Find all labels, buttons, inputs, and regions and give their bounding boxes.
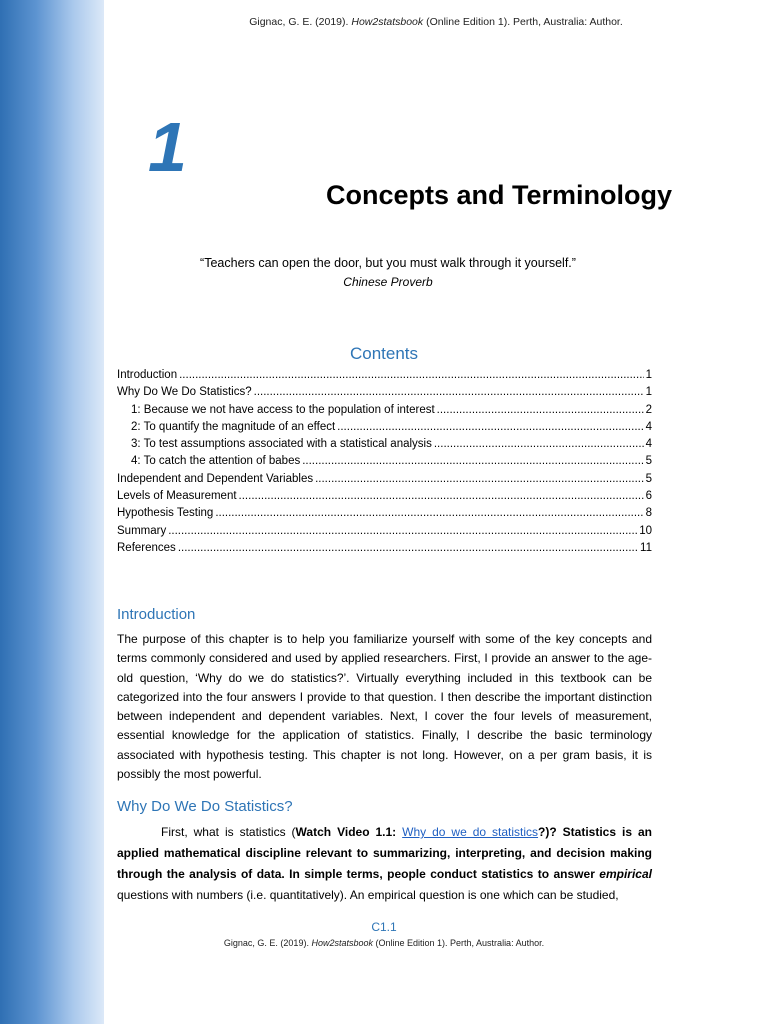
- toc-item-references[interactable]: References ..... 11: [117, 542, 652, 559]
- chapter-title: Concepts and Terminology: [325, 180, 672, 210]
- table-of-contents: [117, 369, 652, 559]
- epigraph-quote: “Teachers can open the door, but you must walk through it yourself.”: [200, 256, 576, 270]
- contents-heading: Contents: [349, 344, 419, 363]
- toc-item-hypothesis[interactable]: Hypothesis Testing ..... 8: [117, 507, 652, 524]
- toc-item-reason-2[interactable]: 2: To quantify the magnitude of an effect ..... 4: [117, 421, 652, 438]
- toc-item-reason-4[interactable]: 4: To catch the attention of babes ..... 5: [117, 455, 652, 472]
- introduction-paragraph: The purpose of this chapter is to help you familiarize yourself with some of the key concepts and terms commonly considered and used by applied researchers. First, I provide an answer to the age-old question, ‘Why do we do statistics?’. Virtually everything included in this textbook can be categorized into the four answers I provide to that question. I then describe the important distinction between independent and dependent variables. Next, I cover the four levels of measurement, essential knowledge for the application of statistics. Finally, I describe the basic terminology associated with hypothesis testing. This chapter is not long. However, on a per gram basis, it is possibly the most powerful.: [117, 632, 652, 782]
- footer-citation: Gignac, G. E. (2019). How2statsbook (Online Edition 1). Perth, Australia: Author.: [223, 938, 545, 948]
- chapter-number: 1: [148, 108, 187, 186]
- video-label: Watch Video 1.1:: [295, 825, 397, 839]
- toc-item-measurement[interactable]: Levels of Measurement ..... 6: [117, 490, 652, 507]
- page-number: C1.1: [371, 920, 397, 934]
- toc-item-why-statistics[interactable]: Why Do We Do Statistics? ..... 1: [117, 386, 652, 403]
- why-statistics-paragraph: First, what is statistics (Watch Video 1.1: Why do we do statistics?)? Statistics is an applied mathematical discipline relevant to summarizing, interpreting, and decision making through the analysis of data. In simple terms, people conduct statistics to answer empirical questions with numbers (i.e. quantitatively). An empirical question is one which can be studied,: [117, 825, 652, 902]
- toc-item-summary[interactable]: Summary ..... 10: [117, 525, 652, 542]
- introduction-heading: Introduction: [117, 606, 196, 623]
- toc-item-reason-1[interactable]: 1: Because we not have access to the population of interest ..... 2: [117, 404, 652, 421]
- why-statistics-heading: Why Do We Do Statistics?: [117, 798, 293, 815]
- toc-item-variables[interactable]: Independent and Dependent Variables ..... 5: [117, 473, 652, 490]
- document-page: [104, 0, 768, 1024]
- epigraph-source: Chinese Proverb: [343, 275, 433, 289]
- blue-gradient-sidebar: [0, 0, 104, 1024]
- toc-item-introduction[interactable]: Introduction ..... 1: [117, 369, 652, 386]
- header-citation: Gignac, G. E. (2019). How2statsbook (Online Edition 1). Perth, Australia: Author.: [249, 16, 623, 28]
- video-link[interactable]: Why do we do statistics: [402, 825, 539, 839]
- toc-item-reason-3[interactable]: 3: To test assumptions associated with a statistical analysis ..... 4: [117, 438, 652, 455]
